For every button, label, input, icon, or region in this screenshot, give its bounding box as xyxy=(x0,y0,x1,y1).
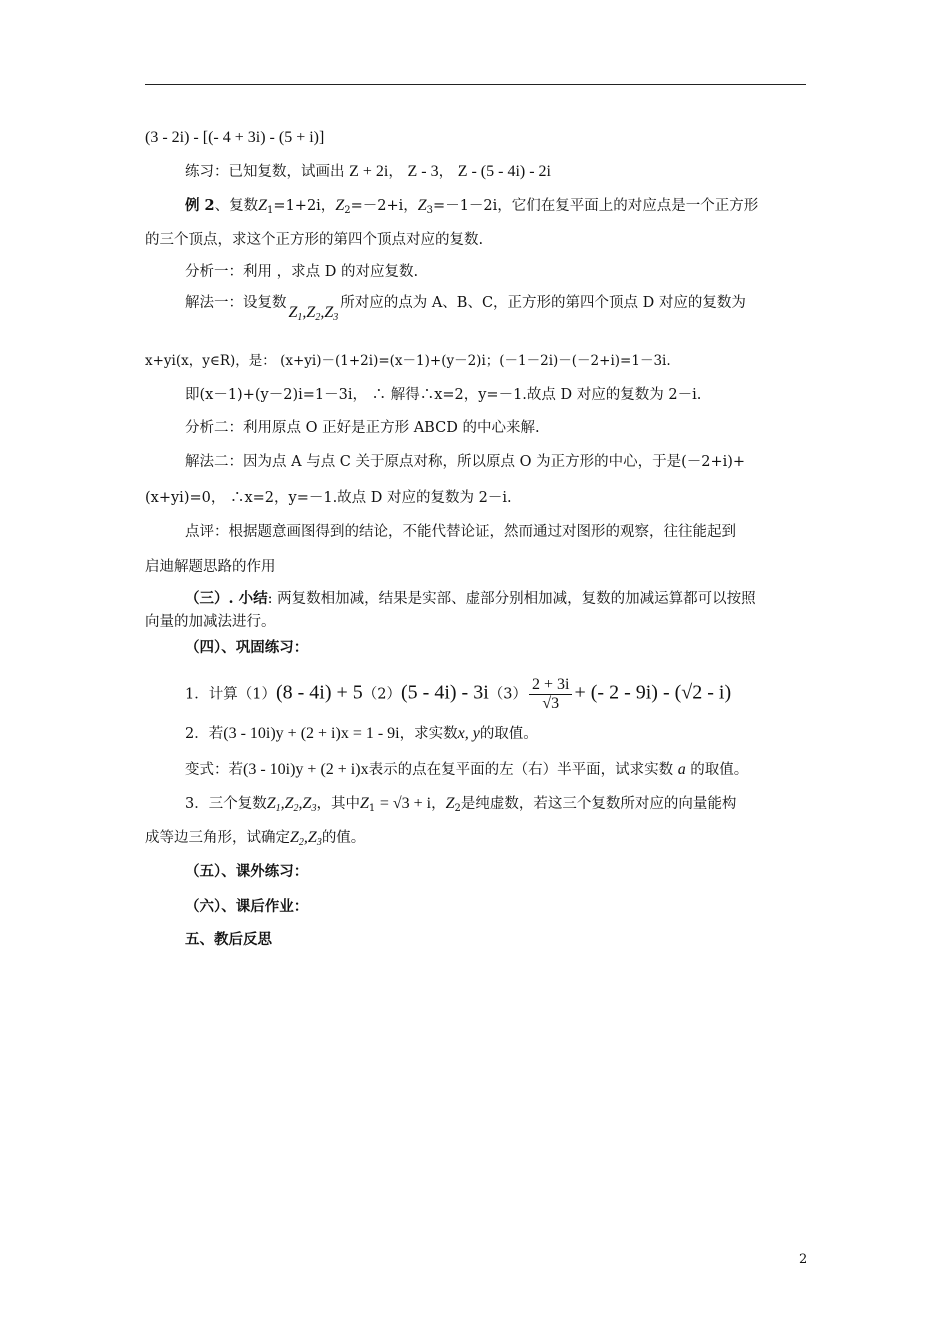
page-number: 2 xyxy=(799,1252,808,1267)
z1-z2-z3: $Z_1,Z_2,Z_3$ xyxy=(288,304,339,323)
text: 变式：若 xyxy=(185,762,243,778)
review-continued: 启迪解题思路的作用 xyxy=(145,559,276,575)
fraction: $\frac{2 + 3i}{√3}$ xyxy=(529,676,572,713)
text: =1+2i， xyxy=(273,198,336,214)
math-z-plus-2i: Z + 2i xyxy=(349,163,389,180)
z1-z2-z3: $Z_1,Z_2,Z_3$ xyxy=(266,795,317,814)
subscript: 3 xyxy=(426,205,434,216)
text: =－1－2i，它们在复平面上的对应点是一个正方形 xyxy=(433,198,759,214)
z3: Z xyxy=(417,197,427,214)
text: 的取值。 xyxy=(479,726,538,742)
z1: Z xyxy=(258,197,268,214)
z2: Z xyxy=(335,197,345,214)
math-z-minus-3: Z - 3 xyxy=(407,163,439,180)
text: ，求实数 xyxy=(399,726,458,742)
text: ， xyxy=(431,796,446,812)
sep: ， xyxy=(388,164,403,180)
text: 、复数 xyxy=(214,198,259,214)
solution-one-equation: x+yi(x，y∈R)，是： (x+yi)－(1+2i)=(x－1)+(y－2)i；(－1－2i)－(－2+i)=1－3i. xyxy=(145,353,671,369)
practice-line xyxy=(185,162,551,182)
summary-line xyxy=(185,589,756,609)
text: 的取值。 xyxy=(690,762,749,778)
practice-text: 练习：已知复数，试画出 xyxy=(185,164,345,180)
summary-label: （三）. 小结 xyxy=(185,590,268,607)
practice3-continued xyxy=(145,828,365,848)
analysis-one: 分析一：利用 ，求点 D 的对应复数. xyxy=(185,264,419,280)
section-six-heading: （六）、课后作业： xyxy=(185,898,309,915)
subscript: 2 xyxy=(454,803,461,814)
example2-line xyxy=(185,196,758,216)
text: 3．三个复数 xyxy=(185,796,267,812)
text: 2．若 xyxy=(185,726,224,742)
z1: Z xyxy=(359,795,369,812)
example-label: 例 2 xyxy=(185,197,215,214)
z2: Z xyxy=(445,795,455,812)
analysis-two: 分析二：利用原点 O 正好是正方形 ABCD 的中心来解. xyxy=(185,420,540,436)
review: 点评：根据题意画图得到的结论，不能代替论证，然而通过对图形的观察，往往能起到 xyxy=(185,524,736,540)
text: 表示的点在复平面的左（右）半平面，试求实数 xyxy=(368,762,674,778)
variant-line xyxy=(185,760,748,780)
summary-continued: 向量的加减法进行。 xyxy=(145,614,276,630)
text: 成等边三角形，试确定 xyxy=(145,830,290,846)
text: ，其中 xyxy=(316,796,360,812)
math-vars: x, y xyxy=(457,725,480,742)
expression-line xyxy=(145,128,324,148)
z2-z3: $Z_2,Z_3$ xyxy=(290,829,322,848)
solution-two: 解法二：因为点 A 与点 C 关于原点对称，所以原点 O 为正方形的中心，于是(－2+i)+ xyxy=(185,454,746,470)
sep: ， xyxy=(438,164,454,180)
text: 1．计算（1） xyxy=(185,686,276,703)
subscript: 1 xyxy=(267,205,274,216)
practice2-line xyxy=(185,724,538,744)
math-expr: = √3 + i xyxy=(379,795,432,812)
math-expr: + (- 2 - 9i) - (√2 - i) xyxy=(574,681,732,704)
solution-one-result: 即(x－1)+(y－2)i=1－3i， ∴ 解得∴x=2，y=－1.故点 D 对应的复数为 2－i. xyxy=(185,387,702,403)
text: 的值。 xyxy=(321,830,366,846)
math-expr: (5 - 4i) - 3i xyxy=(401,681,489,704)
expression: (3 - 2i) - [(- 4 + 3i) - (5 + i)] xyxy=(145,129,325,146)
text: （2） xyxy=(362,686,402,703)
practice1-line xyxy=(185,676,731,713)
header-rule xyxy=(145,84,806,85)
math-expr: (3 - 10i)y + (2 + i)x xyxy=(243,761,369,778)
subscript: 2 xyxy=(344,205,351,216)
solution-two-result: (x+yi)=0， ∴x=2，y=－1.故点 D 对应的复数为 2－i. xyxy=(145,490,512,506)
reflection-heading: 五、教后反思 xyxy=(185,931,272,948)
text: （3） xyxy=(488,686,528,703)
example2-continued: 的三个顶点，求这个正方形的第四个顶点对应的复数. xyxy=(145,232,484,248)
math-z-expr: Z - (5 - 4i) - 2i xyxy=(457,163,551,180)
math-var-a: a xyxy=(677,761,686,778)
text: 所对应的点为 A、B、C，正方形的第四个顶点 D 对应的复数为 xyxy=(340,295,746,311)
text: 解法一：设复数 xyxy=(185,295,287,311)
text: =－2+i， xyxy=(350,198,418,214)
practice3-line xyxy=(185,794,736,814)
text: : 两复数相加减，结果是实部、虚部分别相加减，复数的加减运算都可以按照 xyxy=(267,591,756,607)
solution-one-line xyxy=(185,293,746,323)
section-five-heading: （五）、课外练习： xyxy=(185,863,309,880)
text: 是纯虚数，若这三个复数所对应的向量能构 xyxy=(460,796,737,812)
math-equation: (3 - 10i)y + (2 + i)x = 1 - 9i xyxy=(223,725,400,742)
math-expr: (8 - 4i) + 5 xyxy=(275,681,363,704)
section-four-heading: （四）、巩固练习： xyxy=(185,639,309,656)
subscript: 1 xyxy=(368,803,376,814)
